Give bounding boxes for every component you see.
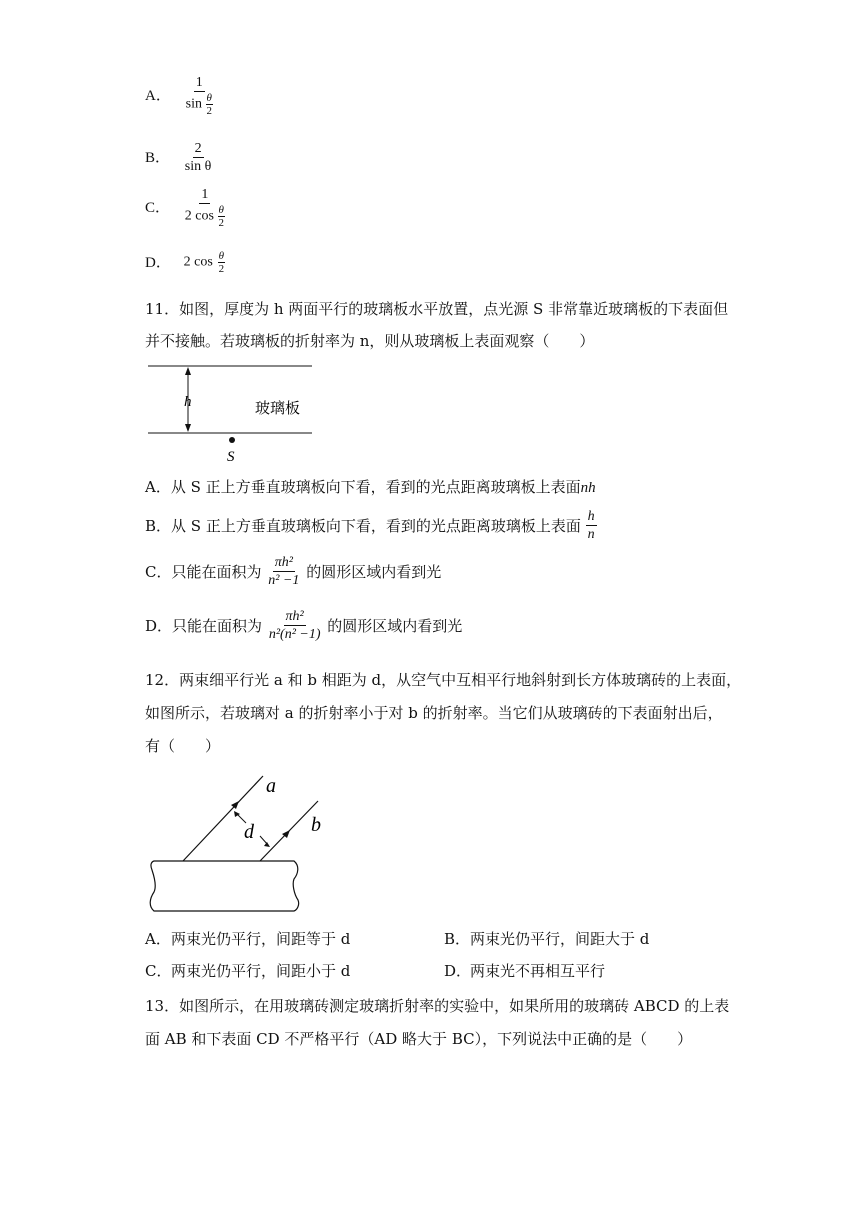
func-name: 2 cos [184, 208, 214, 224]
glass-brick-outline [150, 861, 298, 911]
q10-option-a [145, 74, 215, 117]
denominator [184, 92, 215, 117]
q12-option-a: A． [145, 930, 171, 948]
b-label: b [311, 814, 321, 836]
denominator: 2 [218, 263, 225, 275]
denominator: n [587, 527, 595, 542]
q13-stem-line1: 13．如图所示，在用玻璃砖测定玻璃折射率的实验中，如果所用的玻璃砖 ABCD 的上表 [145, 997, 730, 1015]
q10-option-b [145, 140, 213, 175]
q12-stem-line2: 如图所示，若玻璃对 a 的折射率小于对 b 的折射率。当它们从玻璃砖的下表面射出后， [145, 704, 723, 722]
numerator: θ [206, 92, 212, 104]
a-label: a [266, 775, 276, 797]
numerator: 1 [201, 187, 209, 202]
inner-fraction [205, 92, 213, 117]
inner-fraction [217, 204, 225, 229]
denominator: 2 [218, 217, 224, 229]
numerator: h [587, 509, 595, 524]
option-text: 从 S 正上方垂直玻璃板向下看，看到的光点距离玻璃板上表面 [171, 517, 581, 535]
option-label: B． [145, 517, 172, 535]
fraction [184, 74, 215, 117]
denominator: sin θ [184, 159, 212, 174]
denominator: n² −1 [268, 573, 300, 588]
arrow-head-down [185, 424, 191, 432]
option-post: 的圆形区域内看到光 [327, 617, 463, 635]
q11-option-c [145, 554, 441, 589]
func-name: sin [185, 96, 202, 112]
q10-option-c [145, 186, 227, 229]
light-source-dot [229, 437, 235, 443]
q12-figure [140, 768, 340, 918]
fraction [266, 554, 301, 589]
numerator: θ [218, 250, 225, 262]
q11-option-b [145, 508, 597, 543]
q12-stem-line3: 有（ ） [145, 737, 221, 755]
option-label: A． [145, 87, 171, 104]
numerator: 1 [195, 75, 203, 90]
spacing-arrow-2-head [264, 842, 270, 847]
numerator: θ [218, 204, 224, 216]
coefficient: 2 cos [183, 254, 213, 270]
option-text: 从 S 正上方垂直玻璃板向下看，看到的光点距离玻璃板上表面 [170, 478, 581, 496]
fraction [218, 250, 226, 275]
beam-a [183, 776, 263, 861]
option-label: A． [145, 478, 171, 496]
q11-option-a [145, 473, 596, 502]
fraction [586, 508, 597, 543]
fraction [183, 186, 227, 229]
numerator: πh² [274, 555, 293, 570]
option-label: D． [145, 617, 173, 635]
q12-option-d-text: 两束光不再相互平行 [470, 962, 606, 980]
q13-stem-line2: 面 AB 和下表面 CD 不严格平行（AD 略大于 BC），下列说法中正确的是（ ） [145, 1030, 693, 1048]
q12-option-b: B． [444, 930, 471, 948]
plate-label: 玻璃板 [255, 401, 301, 417]
numerator: 2 [194, 141, 202, 156]
q12-option-d: D． [444, 962, 472, 980]
option-label: C． [145, 199, 171, 216]
s-label: S [227, 449, 235, 465]
option-label: D． [145, 254, 171, 271]
q11-figure [140, 360, 330, 470]
option-tail: nh [580, 480, 596, 496]
numerator: πh² [285, 609, 304, 624]
arrow-head-up [185, 367, 191, 375]
option-pre: 只能在面积为 [172, 617, 263, 635]
q10-option-d [145, 250, 225, 275]
q11-option-d [145, 608, 462, 643]
option-label: B． [145, 149, 171, 166]
option-post: 的圆形区域内看到光 [306, 563, 442, 581]
q12-option-c: C． [145, 962, 172, 980]
fraction [267, 608, 323, 643]
q12-option-c-text: 两束光仍平行，间距小于 d [171, 962, 351, 980]
beam-a-arrow [231, 801, 239, 809]
denominator: n²(n² −1) [268, 627, 321, 642]
q11-stem-line1: 11．如图，厚度为 h 两面平行的玻璃板水平放置，点光源 S 非常靠近玻璃板的下表面但 [145, 300, 729, 318]
q12-option-a-text: 两束光仍平行，间距等于 d [171, 930, 351, 948]
q11-stem-line2: 并不接触。若玻璃板的折射率为 n，则从玻璃板上表面观察（ ） [145, 332, 595, 350]
denominator [183, 204, 227, 229]
denominator: 2 [206, 105, 212, 117]
d-label: d [244, 821, 254, 843]
q12-stem-line1: 12．两束细平行光 a 和 b 相距为 d，从空气中互相平行地斜射到长方体玻璃砖的上表面， [145, 671, 742, 689]
h-label: h [184, 394, 192, 410]
fraction [183, 140, 214, 175]
q12-option-b-text: 两束光仍平行，间距大于 d [470, 930, 650, 948]
option-label: C． [145, 563, 172, 581]
option-pre: 只能在面积为 [171, 563, 262, 581]
